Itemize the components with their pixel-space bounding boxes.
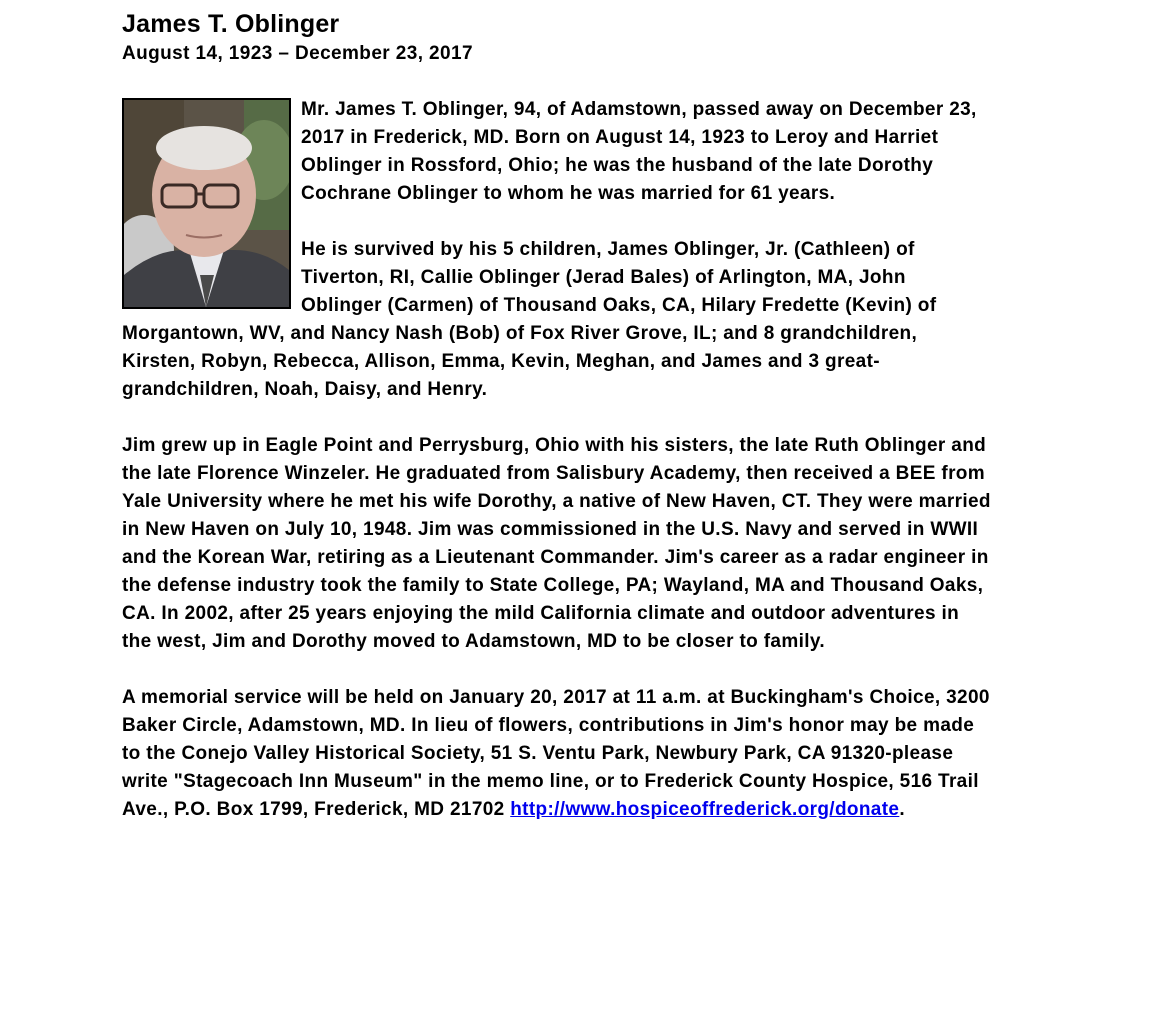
paragraph-memorial: [122, 684, 992, 824]
obituary: [122, 8, 992, 852]
paragraph-biography: Jim grew up in Eagle Point and Perrysburg, Ohio with his sisters, the late Ruth Oblinger and the late Florence Winzeler. He graduated from Salisbury Academy, then received a BEE from Yale University where he met his wife Dorothy, a native of New Haven, CT. They were married in New Haven on July 10, 1948. Jim was commissioned in the U.S. Navy and served in WWII and the Korean War, retiring as a Lieutenant Commander. Jim's career as a radar engineer in the defense industry took the family to State College, PA; Wayland, MA and Thousand Oaks, CA. In 2002, after 25 years enjoying the mild California climate and outdoor adventures in the west, Jim and Dorothy moved to Adamstown, MD to be closer to family.: [122, 435, 991, 652]
memorial-text: A memorial service will be held on January 20, 2017 at 11 a.m. at Buckingham's Choice, 3200 Baker Circle, Adamstown, MD. In lieu of flowers, contributions in Jim's honor may be made to the Conejo Valley Historical Society, 51 S. Ventu Park, Newbury Park, CA 91320-please write "Stagecoach Inn Museum" in the memo line, or to Frederick County Hospice, 516 Trail Ave., P.O. Box 1799, Frederick, MD 21702: [122, 687, 990, 820]
obituary-body: [122, 96, 992, 824]
paragraph-survivors: He is survived by his 5 children, James Oblinger, Jr. (Cathleen) of Tiverton, RI, Callie Oblinger (Jerad Bales) of Arlington, MA, John Oblinger (Carmen) of Thousand Oaks, CA, Hilary Fredette (Kevin) of Morgantown, WV, and Nancy Nash (Bob) of Fox River Grove, IL; and 8 grandchildren, Kirsten, Robyn, Rebecca, Allison, Emma, Kevin, Meghan, and James and 3 great-grandchildren, Noah, Daisy, and Henry.: [122, 239, 937, 400]
memorial-trailing: .: [899, 799, 905, 820]
obituary-name: James T. Oblinger: [122, 10, 340, 38]
portrait-photo: [122, 98, 291, 309]
life-dates: August 14, 1923 – December 23, 2017: [122, 43, 473, 64]
donate-link[interactable]: http://www.hospiceoffrederick.org/donate: [510, 799, 900, 820]
paragraph-intro: Mr. James T. Oblinger, 94, of Adamstown, passed away on December 23, 2017 in Frederick, MD. Born on August 14, 1923 to Leroy and Harriet Oblinger in Rossford, Ohio; he was the husband of the late Dorothy Cochrane Oblinger to whom he was married for 61 years.: [301, 99, 977, 204]
portrait-image: [124, 100, 289, 307]
